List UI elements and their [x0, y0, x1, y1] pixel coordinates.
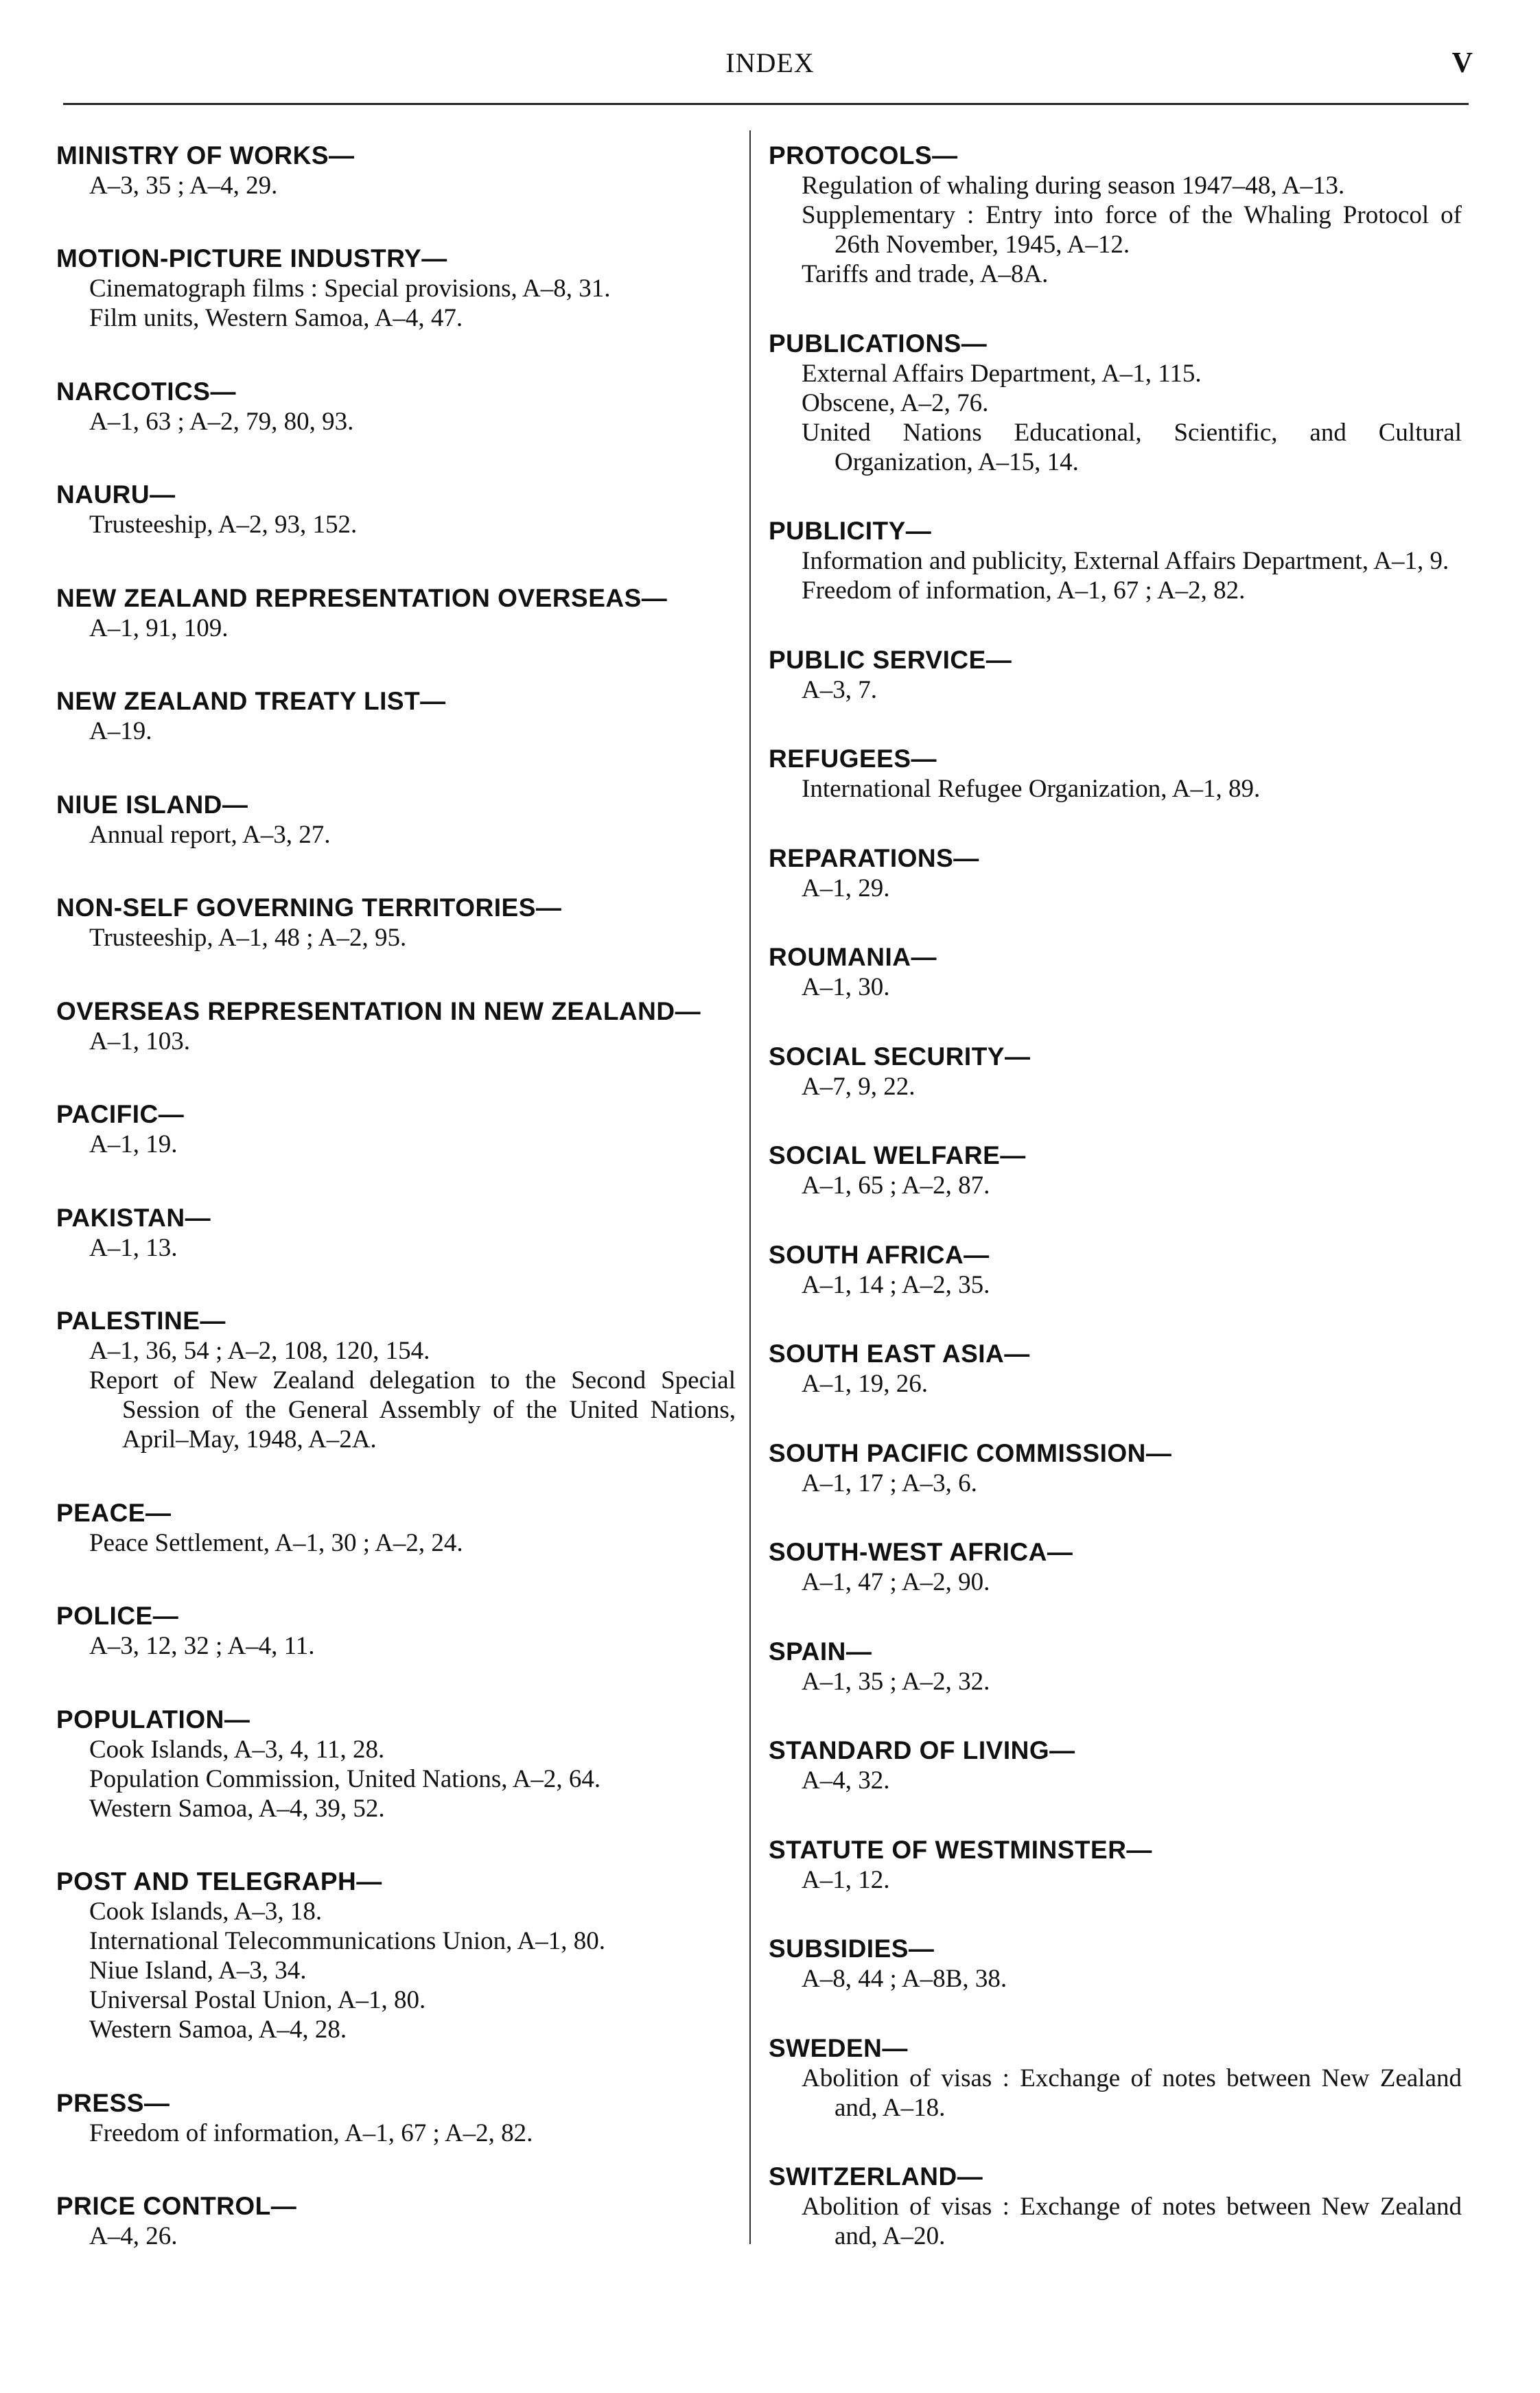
index-subentry: Regulation of whaling during season 1947–48, A–13.	[802, 172, 1345, 200]
index-heading: POST AND TELEGRAPH—	[56, 1867, 382, 1896]
index-heading: PALESTINE—	[56, 1307, 226, 1335]
index-entry	[769, 942, 1462, 1002]
index-subentry: A–3, 12, 32 ; A–4, 11.	[89, 1632, 315, 1661]
left-column	[56, 141, 736, 2251]
index-subentry: A–1, 91, 109.	[89, 614, 229, 642]
index-entry	[769, 1141, 1462, 1200]
index-subentry: Freedom of information, A–1, 67 ; A–2, 82.	[802, 576, 1246, 605]
index-subentry: Western Samoa, A–4, 39, 52.	[89, 1794, 385, 1823]
index-subentry: Annual report, A–3, 27.	[89, 820, 331, 849]
index-entry	[56, 583, 736, 643]
index-subentry: Cook Islands, A–3, 4, 11, 28.	[89, 1735, 385, 1764]
index-entry	[56, 1498, 736, 1558]
index-heading: SUBSIDIES—	[769, 1935, 935, 1963]
index-heading: STANDARD OF LIVING—	[769, 1736, 1075, 1764]
page-title: INDEX	[725, 47, 815, 78]
index-subentry: A–8, 44 ; A–8B, 38.	[802, 1965, 1007, 1993]
index-subentry: Report of New Zealand delegation to the Second Special Session of the General Assembly of the United Nations, April–May, 1948, A–2A.	[89, 1366, 736, 1454]
index-subentry: Obscene, A–2, 76.	[802, 388, 989, 417]
index-subentry: External Affairs Department, A–1, 115.	[802, 359, 1202, 388]
index-entry	[56, 1705, 736, 1823]
index-heading: PRESS—	[56, 2088, 170, 2117]
index-subentry: A–7, 9, 22.	[802, 1072, 915, 1101]
index-entry	[769, 516, 1462, 605]
index-subentry: A–1, 14 ; A–2, 35.	[802, 1270, 990, 1299]
index-heading: SOCIAL SECURITY—	[769, 1042, 1031, 1071]
index-subentry: A–1, 19.	[89, 1130, 178, 1159]
index-heading: REPARATIONS—	[769, 843, 979, 872]
index-subentry: Trusteeship, A–1, 48 ; A–2, 95.	[89, 924, 407, 953]
index-heading: PAKISTAN—	[56, 1203, 211, 1232]
index-heading: SOUTH PACIFIC COMMISSION—	[769, 1438, 1172, 1467]
index-subentry: A–4, 26.	[89, 2221, 178, 2250]
index-subentry: Cinematograph films : Special provisions, A–8, 31.	[89, 275, 611, 303]
index-entry	[769, 843, 1462, 903]
index-subentry: Cook Islands, A–3, 18.	[89, 1898, 323, 1926]
header-rule	[63, 103, 1469, 105]
index-subentry: Abolition of visas : Exchange of notes between New Zealand and, A–18.	[802, 2064, 1462, 2122]
index-subentry: United Nations Educational, Scientific, and Cultural Organization, A–15, 14.	[802, 418, 1462, 476]
index-heading: REFUGEES—	[769, 745, 937, 773]
index-entry	[56, 377, 736, 436]
index-entry	[769, 1736, 1462, 1795]
index-entry	[769, 1240, 1462, 1300]
index-entry	[56, 996, 736, 1056]
index-subentry: A–1, 19, 26.	[802, 1370, 928, 1398]
index-heading: NON-SELF GOVERNING TERRITORIES—	[56, 894, 562, 922]
index-entry	[56, 893, 736, 953]
index-subentry: A–3, 35 ; A–4, 29.	[89, 172, 278, 200]
index-subentry: Peace Settlement, A–1, 30 ; A–2, 24.	[89, 1528, 463, 1557]
index-subentry: A–1, 30.	[802, 973, 890, 1001]
index-heading: PROTOCOLS—	[769, 141, 958, 170]
index-subentry: A–1, 12.	[802, 1865, 890, 1894]
index-entry	[56, 1601, 736, 1661]
index-entry	[769, 329, 1462, 477]
index-subentry: A–4, 32.	[802, 1766, 890, 1795]
index-heading: OVERSEAS REPRESENTATION IN NEW ZEALAND—	[56, 996, 701, 1025]
index-subentry: A–3, 7.	[802, 675, 877, 704]
index-heading: SWEDEN—	[769, 2033, 908, 2062]
index-heading: POLICE—	[56, 1602, 179, 1631]
index-entry	[56, 1099, 736, 1159]
index-heading: SOCIAL WELFARE—	[769, 1141, 1026, 1169]
index-entry	[56, 1867, 736, 2044]
index-subentry: Information and publicity, External Affairs Department, A–1, 9.	[802, 547, 1449, 575]
index-entry	[769, 2033, 1462, 2123]
index-subentry: Film units, Western Samoa, A–4, 47.	[89, 304, 463, 333]
index-subentry: Trusteeship, A–2, 93, 152.	[89, 511, 358, 539]
index-entry	[769, 1042, 1462, 1101]
index-entry	[769, 141, 1462, 289]
index-heading: ROUMANIA—	[769, 943, 937, 971]
index-heading: MOTION-PICTURE INDUSTRY—	[56, 244, 447, 273]
index-entry	[56, 1306, 736, 1454]
index-heading: PUBLICATIONS—	[769, 329, 988, 358]
index-subentry: A–1, 29.	[802, 874, 890, 902]
index-subentry: A–1, 35 ; A–2, 32.	[802, 1667, 990, 1696]
index-heading: NEW ZEALAND REPRESENTATION OVERSEAS—	[56, 583, 668, 612]
index-heading: NEW ZEALAND TREATY LIST—	[56, 687, 446, 716]
index-subentry: A–1, 103.	[89, 1027, 190, 1055]
index-entry	[769, 1537, 1462, 1597]
index-heading: SOUTH-WEST AFRICA—	[769, 1538, 1073, 1566]
index-heading: NIUE ISLAND—	[56, 790, 248, 819]
index-entry	[56, 686, 736, 746]
index-entry	[56, 1203, 736, 1263]
index-subentry: Freedom of information, A–1, 67 ; A–2, 82.	[89, 2118, 533, 2147]
page-header	[0, 47, 1540, 88]
index-subentry: Niue Island, A–3, 34.	[89, 1957, 307, 1985]
index-heading: NARCOTICS—	[56, 377, 236, 406]
index-entry	[56, 244, 736, 333]
index-subentry: Population Commission, United Nations, A–2, 64.	[89, 1764, 601, 1793]
index-heading: STATUTE OF WESTMINSTER—	[769, 1835, 1152, 1864]
index-subentry: A–1, 65 ; A–2, 87.	[802, 1171, 990, 1200]
index-subentry: Universal Postal Union, A–1, 80.	[89, 1986, 426, 2015]
index-entry	[56, 141, 736, 200]
index-subentry: A–19.	[89, 717, 152, 746]
index-entry	[56, 480, 736, 539]
index-heading: PACIFIC—	[56, 1100, 185, 1129]
index-entry	[769, 1438, 1462, 1498]
index-heading: PEACE—	[56, 1498, 172, 1527]
index-heading: PUBLIC SERVICE—	[769, 645, 1012, 674]
index-heading: SOUTH EAST ASIA—	[769, 1340, 1030, 1368]
index-subentry: A–1, 63 ; A–2, 79, 80, 93.	[89, 407, 354, 436]
index-subentry: A–1, 13.	[89, 1233, 178, 1262]
index-heading: PUBLICITY—	[769, 517, 932, 545]
index-entry	[769, 1934, 1462, 1994]
index-subentry: International Telecommunications Union, A–1, 80.	[89, 1927, 605, 1956]
right-column	[769, 141, 1462, 2251]
index-subentry: Supplementary : Entry into force of the Whaling Protocol of 26th November, 1945, A–12.	[802, 201, 1462, 259]
index-entry	[769, 1637, 1462, 1696]
index-entry	[769, 2162, 1462, 2251]
page-number: V	[1451, 47, 1473, 79]
index-subentry: Tariffs and trade, A–8A.	[802, 260, 1049, 288]
index-heading: MINISTRY OF WORKS—	[56, 141, 355, 170]
column-divider	[749, 130, 751, 2244]
index-subentry: Abolition of visas : Exchange of notes between New Zealand and, A–20.	[802, 2193, 1462, 2250]
index-heading: SOUTH AFRICA—	[769, 1240, 990, 1269]
index-entry	[769, 1835, 1462, 1895]
index-subentry: Western Samoa, A–4, 28.	[89, 2016, 347, 2044]
index-entry	[56, 2191, 736, 2251]
index-entry	[769, 645, 1462, 705]
index-entry	[56, 790, 736, 850]
index-heading: NAURU—	[56, 480, 176, 509]
index-heading: SWITZERLAND—	[769, 2162, 983, 2191]
index-subentry: A–1, 47 ; A–2, 90.	[802, 1568, 990, 1596]
index-entry	[56, 2088, 736, 2148]
index-heading: POPULATION—	[56, 1705, 250, 1734]
index-heading: SPAIN—	[769, 1637, 872, 1666]
index-subentry: International Refugee Organization, A–1, 89.	[802, 775, 1261, 803]
index-entry	[769, 1339, 1462, 1399]
index-entry	[769, 744, 1462, 804]
index-subentry: A–1, 36, 54 ; A–2, 108, 120, 154.	[89, 1337, 430, 1366]
index-subentry: A–1, 17 ; A–3, 6.	[802, 1469, 977, 1497]
index-heading: PRICE CONTROL—	[56, 2191, 297, 2220]
